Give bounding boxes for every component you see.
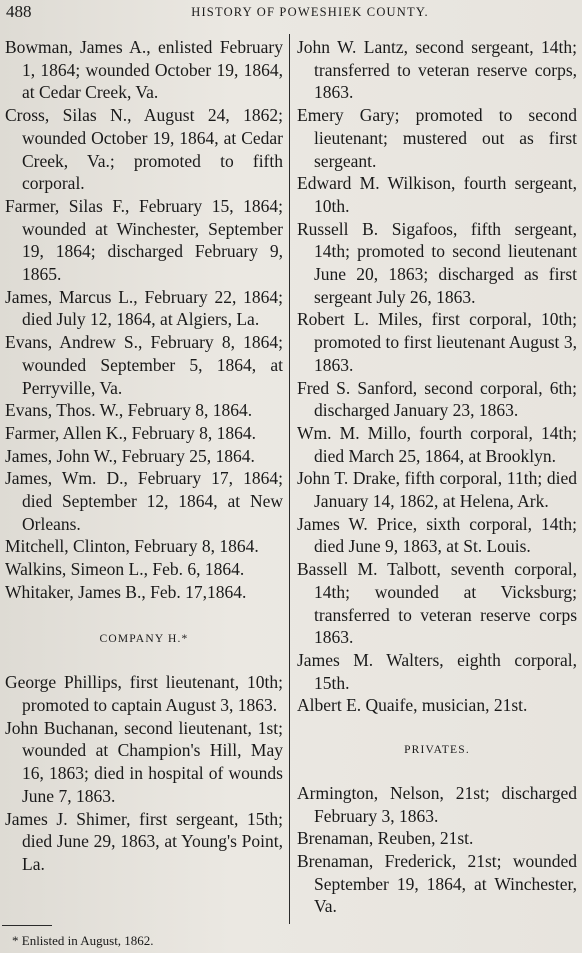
roster-entry: Fred S. Sanford, second corporal, 6th; discharged January 23, 1863. — [297, 377, 577, 421]
right-column — [297, 36, 577, 918]
column-divider — [289, 34, 290, 924]
roster-entry: John Buchanan, second lieutenant, 1st; wounded at Champion's Hill, May 16, 1863; died in hospital of wounds June 7, 1863. — [5, 717, 283, 806]
roster-entry: Brenaman, Reuben, 21st. — [297, 828, 474, 849]
roster-entry: James M. Walters, eighth corporal, 15th. — [297, 649, 577, 693]
roster-entry: Mitchell, Clinton, February 8, 1864. — [5, 536, 259, 557]
roster-entry: Evans, Andrew S., February 8, 1864; wounded September 5, 1864, at Perryville, Va. — [5, 332, 283, 398]
roster-entry: Evans, Thos. W., February 8, 1864. — [5, 400, 253, 421]
roster-entry: Bassell M. Talbott, seventh corporal, 14th; wounded at Vicksburg; transferred to veteran reserve corps 1863. — [297, 559, 577, 648]
roster-entry: Albert E. Quaife, musician, 21st. — [297, 695, 528, 716]
roster-entry: George Phillips, first lieutenant, 10th; promoted to captain August 3, 1863. — [5, 672, 283, 715]
roster-entry: Walkins, Simeon L., Feb. 6, 1864. — [5, 559, 245, 580]
roster-entry: John W. Lantz, second sergeant, 14th; transferred to veteran reserve corps, 1863. — [297, 37, 577, 103]
roster-entry: James J. Shimer, first sergeant, 15th; died June 29, 1863, at Young's Point, La. — [5, 808, 283, 874]
roster-entry: James, Wm. D., February 17, 1864; died September 12, 1864, at New Orleans. — [5, 468, 283, 534]
roster-entry: Edward M. Wilkison, fourth sergeant, 10th. — [297, 173, 577, 216]
roster-entry: John T. Drake, fifth corporal, 11th; died January 14, 1862, at Helena, Ark. — [297, 468, 577, 512]
left-column — [5, 36, 283, 876]
roster-entry: Armington, Nelson, 21st; discharged February 3, 1863. — [297, 782, 577, 826]
privates-heading: PRIVATES. — [404, 744, 470, 757]
roster-entry: James W. Price, sixth corporal, 14th; died June 9, 1863, at St. Louis. — [297, 513, 577, 557]
company-heading: COMPANY H.* — [99, 632, 189, 645]
roster-entry: Robert L. Miles, first corporal, 10th; promoted to first lieutenant August 3, 1863. — [297, 309, 577, 375]
roster-entry: Bowman, James A., enlisted February 1, 1864; wounded October 19, 1864, at Cedar Creek, Va. — [5, 37, 283, 103]
roster-entry: Whitaker, James B., Feb. 17,1864. — [5, 581, 247, 602]
roster-entry: Emery Gary; promoted to second lieutenant; mustered out as first sergeant. — [297, 105, 577, 171]
roster-entry: Cross, Silas N., August 24, 1862; wounded October 19, 1864, at Cedar Creek, Va.; promoted to fifth corporal. — [5, 105, 283, 194]
footnote-rule — [2, 925, 52, 926]
page-header — [6, 2, 574, 24]
roster-entry: Farmer, Silas F., February 15, 1864; wounded at Winchester, September 19, 1864; discharged February 9, 1865. — [5, 195, 283, 285]
roster-entry: Russell B. Sigafoos, fifth sergeant, 14th; promoted to second lieutenant June 20, 1863; discharged as first sergeant July 26, 1863. — [297, 218, 577, 307]
roster-entry: James, John W., February 25, 1864. — [5, 445, 255, 466]
roster-entry: Wm. M. Millo, fourth corporal, 14th; died March 25, 1864, at Brooklyn. — [297, 422, 577, 466]
footnote: * Enlisted in August, 1862. — [12, 933, 154, 948]
roster-entry: James, Marcus L., February 22, 1864; died July 12, 1864, at Algiers, La. — [5, 286, 283, 330]
running-title: HISTORY OF POWESHIEK COUNTY. — [191, 5, 429, 19]
page-number: 488 — [6, 2, 32, 21]
roster-entry: Farmer, Allen K., February 8, 1864. — [5, 422, 257, 443]
roster-entry: Brenaman, Frederick, 21st; wounded September 19, 1864, at Winchester, Va. — [297, 850, 577, 917]
